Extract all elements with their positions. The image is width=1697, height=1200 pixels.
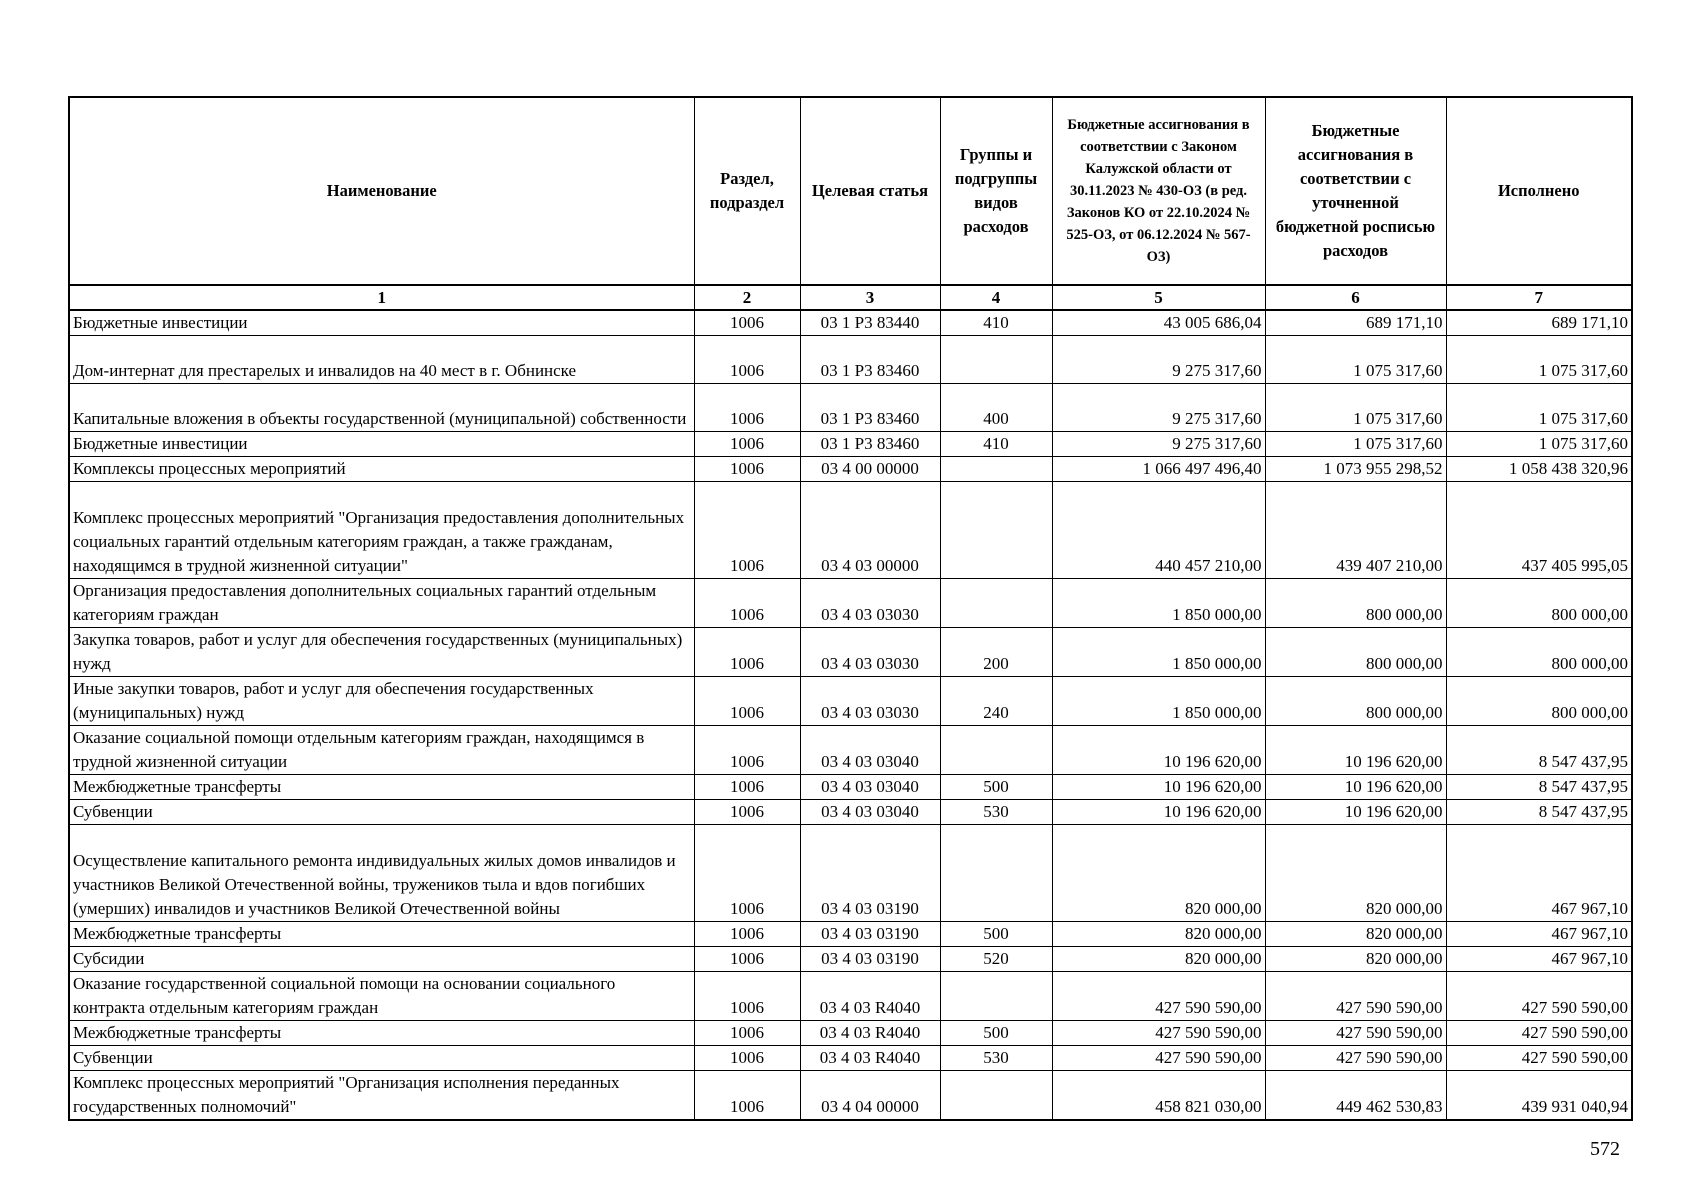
table-row — [69, 432, 1632, 457]
row-executed: 427 590 590,00 — [1446, 1046, 1632, 1071]
row-section: 1006 — [694, 947, 800, 972]
row-name: Комплекс процессных мероприятий "Организация исполнения переданных государственных полномочий" — [69, 1071, 694, 1121]
table-row — [69, 628, 1632, 677]
row-executed: 8 547 437,95 — [1446, 775, 1632, 800]
row-article: 03 4 03 03040 — [800, 726, 940, 775]
row-revised: 1 073 955 298,52 — [1265, 457, 1446, 482]
table-row — [69, 825, 1632, 922]
table-row — [69, 1046, 1632, 1071]
column-number: 7 — [1446, 285, 1632, 310]
row-article: 03 1 P3 83440 — [800, 310, 940, 336]
row-article: 03 4 04 00000 — [800, 1071, 940, 1121]
row-section: 1006 — [694, 1071, 800, 1121]
row-executed: 1 075 317,60 — [1446, 432, 1632, 457]
row-name: Субвенции — [69, 800, 694, 825]
row-group: 500 — [940, 922, 1052, 947]
row-name: Оказание государственной социальной помощи на основании социального контракта отдельным категориям граждан — [69, 972, 694, 1021]
row-article: 03 4 03 03190 — [800, 825, 940, 922]
row-group: 520 — [940, 947, 1052, 972]
row-executed: 1 075 317,60 — [1446, 336, 1632, 384]
row-section: 1006 — [694, 336, 800, 384]
header-expense-group: Группы и подгруппы видов расходов — [940, 97, 1052, 285]
row-executed: 8 547 437,95 — [1446, 800, 1632, 825]
row-article: 03 4 03 03030 — [800, 677, 940, 726]
column-number: 2 — [694, 285, 800, 310]
row-section: 1006 — [694, 384, 800, 432]
row-approved: 10 196 620,00 — [1052, 726, 1265, 775]
row-section: 1006 — [694, 1046, 800, 1071]
table-row — [69, 947, 1632, 972]
row-article: 03 4 03 03030 — [800, 628, 940, 677]
row-executed: 800 000,00 — [1446, 677, 1632, 726]
row-revised: 820 000,00 — [1265, 947, 1446, 972]
row-revised: 10 196 620,00 — [1265, 726, 1446, 775]
table-row — [69, 726, 1632, 775]
header-approved-allocations: Бюджетные ассигнования в соответствии с Законом Калужской области от 30.11.2023 № 430-ОЗ (в ред. Законов КО от 22.10.2024 № 525-ОЗ, от 06.12.2024 № 567-ОЗ) — [1052, 97, 1265, 285]
row-revised: 800 000,00 — [1265, 677, 1446, 726]
row-name: Оказание социальной помощи отдельным категориям граждан, находящимся в трудной жизненной ситуации — [69, 726, 694, 775]
row-section: 1006 — [694, 677, 800, 726]
row-section: 1006 — [694, 1021, 800, 1046]
row-group — [940, 482, 1052, 579]
row-executed: 437 405 995,05 — [1446, 482, 1632, 579]
row-approved: 9 275 317,60 — [1052, 336, 1265, 384]
row-approved: 1 850 000,00 — [1052, 628, 1265, 677]
row-revised: 820 000,00 — [1265, 922, 1446, 947]
column-number: 5 — [1052, 285, 1265, 310]
row-name: Комплекс процессных мероприятий "Организация предоставления дополнительных социальных гарантий отдельным категориям граждан, а также гражданам, находящимся в трудной жизненной ситуации" — [69, 482, 694, 579]
row-approved: 820 000,00 — [1052, 947, 1265, 972]
table-row — [69, 384, 1632, 432]
column-number: 1 — [69, 285, 694, 310]
table-row — [69, 1021, 1632, 1046]
row-article: 03 4 03 R4040 — [800, 1021, 940, 1046]
row-article: 03 4 03 R4040 — [800, 972, 940, 1021]
row-group — [940, 1071, 1052, 1121]
row-approved: 1 850 000,00 — [1052, 677, 1265, 726]
row-section: 1006 — [694, 726, 800, 775]
table-row — [69, 800, 1632, 825]
row-executed: 1 075 317,60 — [1446, 384, 1632, 432]
row-group: 530 — [940, 800, 1052, 825]
row-name: Осуществление капитального ремонта индивидуальных жилых домов инвалидов и участников Великой Отечественной войны, тружеников тыла и вдов погибших (умерших) инвалидов и участников Великой Отечественной войны — [69, 825, 694, 922]
row-group: 500 — [940, 775, 1052, 800]
row-group: 410 — [940, 310, 1052, 336]
row-group: 500 — [940, 1021, 1052, 1046]
row-section: 1006 — [694, 579, 800, 628]
budget-table — [68, 96, 1633, 1121]
row-approved: 10 196 620,00 — [1052, 775, 1265, 800]
header-target-article: Целевая статья — [800, 97, 940, 285]
row-article: 03 4 03 03190 — [800, 922, 940, 947]
row-group: 400 — [940, 384, 1052, 432]
header-revised-allocations: Бюджетные ассигнования в соответствии с уточненной бюджетной росписью расходов — [1265, 97, 1446, 285]
row-executed: 467 967,10 — [1446, 825, 1632, 922]
row-section: 1006 — [694, 310, 800, 336]
row-group — [940, 825, 1052, 922]
row-article: 03 4 03 R4040 — [800, 1046, 940, 1071]
row-revised: 427 590 590,00 — [1265, 1046, 1446, 1071]
header-name: Наименование — [69, 97, 694, 285]
table-row — [69, 310, 1632, 336]
column-number-row — [69, 285, 1632, 310]
row-group: 530 — [940, 1046, 1052, 1071]
row-executed: 467 967,10 — [1446, 922, 1632, 947]
header-executed: Исполнено — [1446, 97, 1632, 285]
row-approved: 1 066 497 496,40 — [1052, 457, 1265, 482]
row-section: 1006 — [694, 922, 800, 947]
row-approved: 43 005 686,04 — [1052, 310, 1265, 336]
row-approved: 10 196 620,00 — [1052, 800, 1265, 825]
row-name: Бюджетные инвестиции — [69, 432, 694, 457]
row-revised: 1 075 317,60 — [1265, 336, 1446, 384]
row-revised: 427 590 590,00 — [1265, 972, 1446, 1021]
table-row — [69, 482, 1632, 579]
row-name: Межбюджетные трансферты — [69, 775, 694, 800]
row-approved: 9 275 317,60 — [1052, 432, 1265, 457]
row-section: 1006 — [694, 775, 800, 800]
row-section: 1006 — [694, 825, 800, 922]
row-executed: 800 000,00 — [1446, 579, 1632, 628]
row-section: 1006 — [694, 972, 800, 1021]
table-row — [69, 972, 1632, 1021]
row-revised: 1 075 317,60 — [1265, 384, 1446, 432]
table-row — [69, 922, 1632, 947]
row-executed: 427 590 590,00 — [1446, 972, 1632, 1021]
column-number: 3 — [800, 285, 940, 310]
row-group — [940, 726, 1052, 775]
row-article: 03 4 03 03040 — [800, 800, 940, 825]
row-group — [940, 457, 1052, 482]
row-name: Межбюджетные трансферты — [69, 1021, 694, 1046]
row-approved: 458 821 030,00 — [1052, 1071, 1265, 1121]
table-row — [69, 579, 1632, 628]
row-group: 200 — [940, 628, 1052, 677]
row-executed: 427 590 590,00 — [1446, 1021, 1632, 1046]
row-executed: 1 058 438 320,96 — [1446, 457, 1632, 482]
row-section: 1006 — [694, 432, 800, 457]
row-revised: 800 000,00 — [1265, 579, 1446, 628]
row-article: 03 1 P3 83460 — [800, 336, 940, 384]
table-header-row — [69, 97, 1632, 285]
row-approved: 427 590 590,00 — [1052, 1021, 1265, 1046]
row-name: Субсидии — [69, 947, 694, 972]
row-approved: 9 275 317,60 — [1052, 384, 1265, 432]
row-approved: 820 000,00 — [1052, 825, 1265, 922]
row-revised: 1 075 317,60 — [1265, 432, 1446, 457]
row-revised: 449 462 530,83 — [1265, 1071, 1446, 1121]
row-executed: 467 967,10 — [1446, 947, 1632, 972]
row-name: Комплексы процессных мероприятий — [69, 457, 694, 482]
column-number: 6 — [1265, 285, 1446, 310]
table-row — [69, 1071, 1632, 1121]
row-name: Организация предоставления дополнительных социальных гарантий отдельным категориям граждан — [69, 579, 694, 628]
row-revised: 820 000,00 — [1265, 825, 1446, 922]
row-group: 240 — [940, 677, 1052, 726]
row-name: Капитальные вложения в объекты государственной (муниципальной) собственности — [69, 384, 694, 432]
row-group — [940, 972, 1052, 1021]
row-article: 03 4 03 00000 — [800, 482, 940, 579]
row-section: 1006 — [694, 800, 800, 825]
table-row — [69, 336, 1632, 384]
row-revised: 427 590 590,00 — [1265, 1021, 1446, 1046]
row-article: 03 4 03 03040 — [800, 775, 940, 800]
row-name: Бюджетные инвестиции — [69, 310, 694, 336]
row-section: 1006 — [694, 482, 800, 579]
row-name: Межбюджетные трансферты — [69, 922, 694, 947]
row-revised: 689 171,10 — [1265, 310, 1446, 336]
row-approved: 427 590 590,00 — [1052, 972, 1265, 1021]
header-section: Раздел, подраздел — [694, 97, 800, 285]
row-approved: 427 590 590,00 — [1052, 1046, 1265, 1071]
column-number: 4 — [940, 285, 1052, 310]
row-approved: 820 000,00 — [1052, 922, 1265, 947]
row-approved: 1 850 000,00 — [1052, 579, 1265, 628]
row-name: Дом-интернат для престарелых и инвалидов на 40 мест в г. Обнинске — [69, 336, 694, 384]
row-article: 03 4 00 00000 — [800, 457, 940, 482]
row-revised: 439 407 210,00 — [1265, 482, 1446, 579]
row-article: 03 1 P3 83460 — [800, 432, 940, 457]
row-revised: 10 196 620,00 — [1265, 800, 1446, 825]
row-approved: 440 457 210,00 — [1052, 482, 1265, 579]
row-group — [940, 336, 1052, 384]
table-row — [69, 775, 1632, 800]
row-group: 410 — [940, 432, 1052, 457]
row-name: Закупка товаров, работ и услуг для обеспечения государственных (муниципальных) нужд — [69, 628, 694, 677]
row-executed: 8 547 437,95 — [1446, 726, 1632, 775]
table-row — [69, 457, 1632, 482]
row-executed: 689 171,10 — [1446, 310, 1632, 336]
row-article: 03 1 P3 83460 — [800, 384, 940, 432]
row-revised: 10 196 620,00 — [1265, 775, 1446, 800]
row-name: Иные закупки товаров, работ и услуг для обеспечения государственных (муниципальных) нужд — [69, 677, 694, 726]
row-article: 03 4 03 03190 — [800, 947, 940, 972]
row-article: 03 4 03 03030 — [800, 579, 940, 628]
row-group — [940, 579, 1052, 628]
row-revised: 800 000,00 — [1265, 628, 1446, 677]
row-section: 1006 — [694, 457, 800, 482]
row-section: 1006 — [694, 628, 800, 677]
page-number: 572 — [1590, 1138, 1620, 1160]
row-name: Субвенции — [69, 1046, 694, 1071]
row-executed: 800 000,00 — [1446, 628, 1632, 677]
row-executed: 439 931 040,94 — [1446, 1071, 1632, 1121]
table-row — [69, 677, 1632, 726]
